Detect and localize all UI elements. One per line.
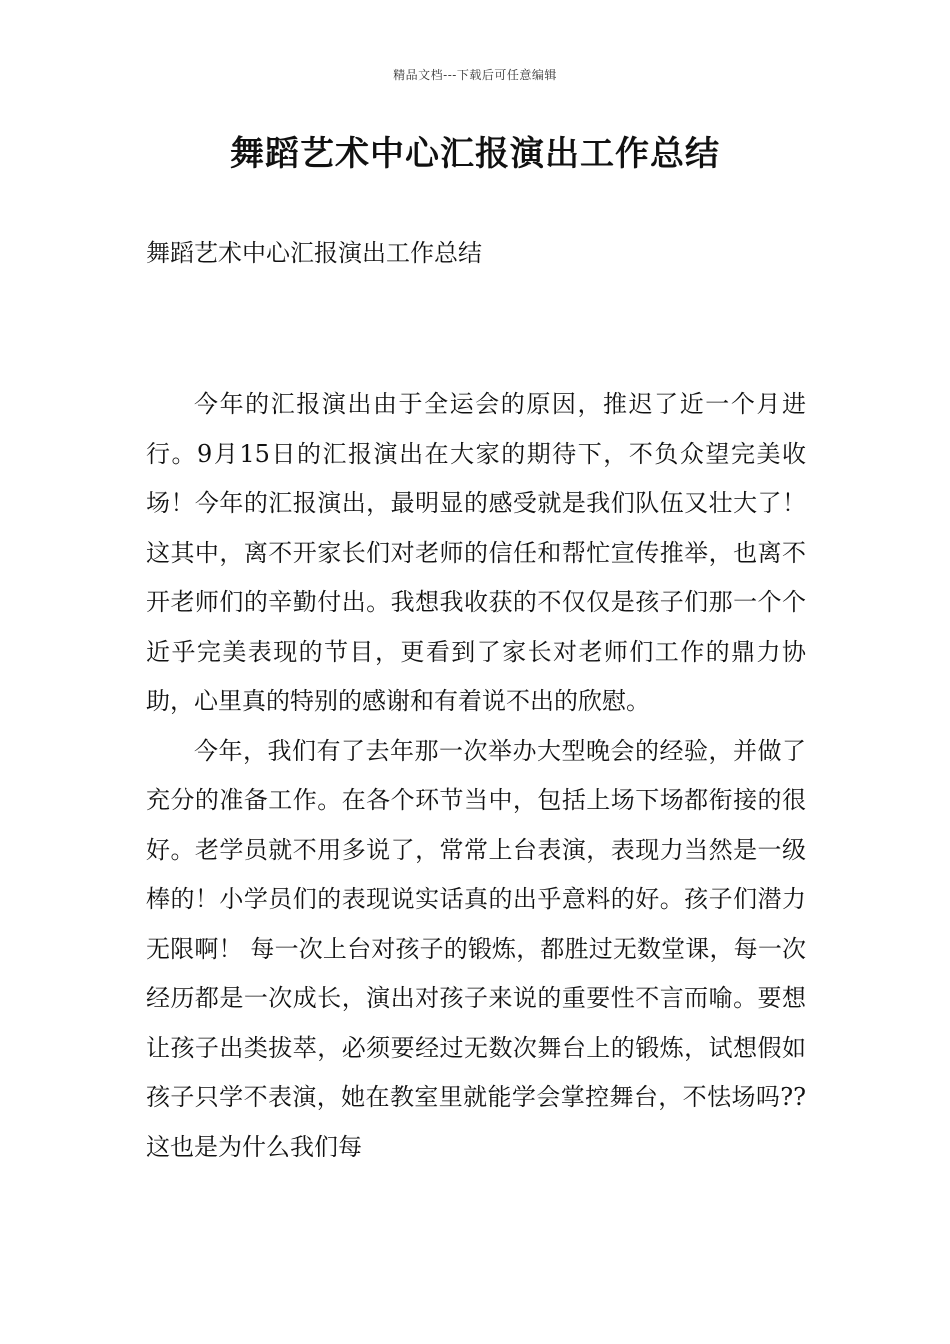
document-subtitle: 舞蹈艺术中心汇报演出工作总结 — [146, 239, 482, 267]
document-title: 舞蹈艺术中心汇报演出工作总结 — [230, 134, 720, 174]
document-body — [146, 380, 806, 1172]
paragraph-2: 今年，我们有了去年那一次举办大型晚会的经验，并做了充分的准备工作。在各个环节当中，包括上场下场都衔接的很好。老学员就不用多说了，常常上台表演，表现力当然是一级棒的！小学员们的表现说实话真的出乎意料的好。孩子们潜力无限啊！ 每一次上台对孩子的锻炼，都胜过无数堂课，每一次经历都是一次成长，演出对孩子来说的重要性不言而喻。要想让孩子出类拔萃，必须要经过无数次舞台上的锻炼，试想假如孩子只学不表演，她在教室里就能学会掌控舞台，不怯场吗?? 这也是为什么我们每 — [146, 736, 806, 1161]
paragraph-1: 今年的汇报演出由于全运会的原因，推迟了近一个月进行。9月15日的汇报演出在大家的期待下，不负众望完美收场！今年的汇报演出，最明显的感受就是我们队伍又壮大了！这其中，离不开家长们对老师的信任和帮忙宣传推举，也离不开老师们的辛勤付出。我想我收获的不仅仅是孩子们那一个个近乎完美表现的节目，更看到了家长对老师们工作的鼎力协助，心里真的特别的感谢和有着说不出的欣慰。 — [146, 390, 806, 715]
header-note: 精品文档---下载后可任意编辑 — [393, 68, 557, 82]
